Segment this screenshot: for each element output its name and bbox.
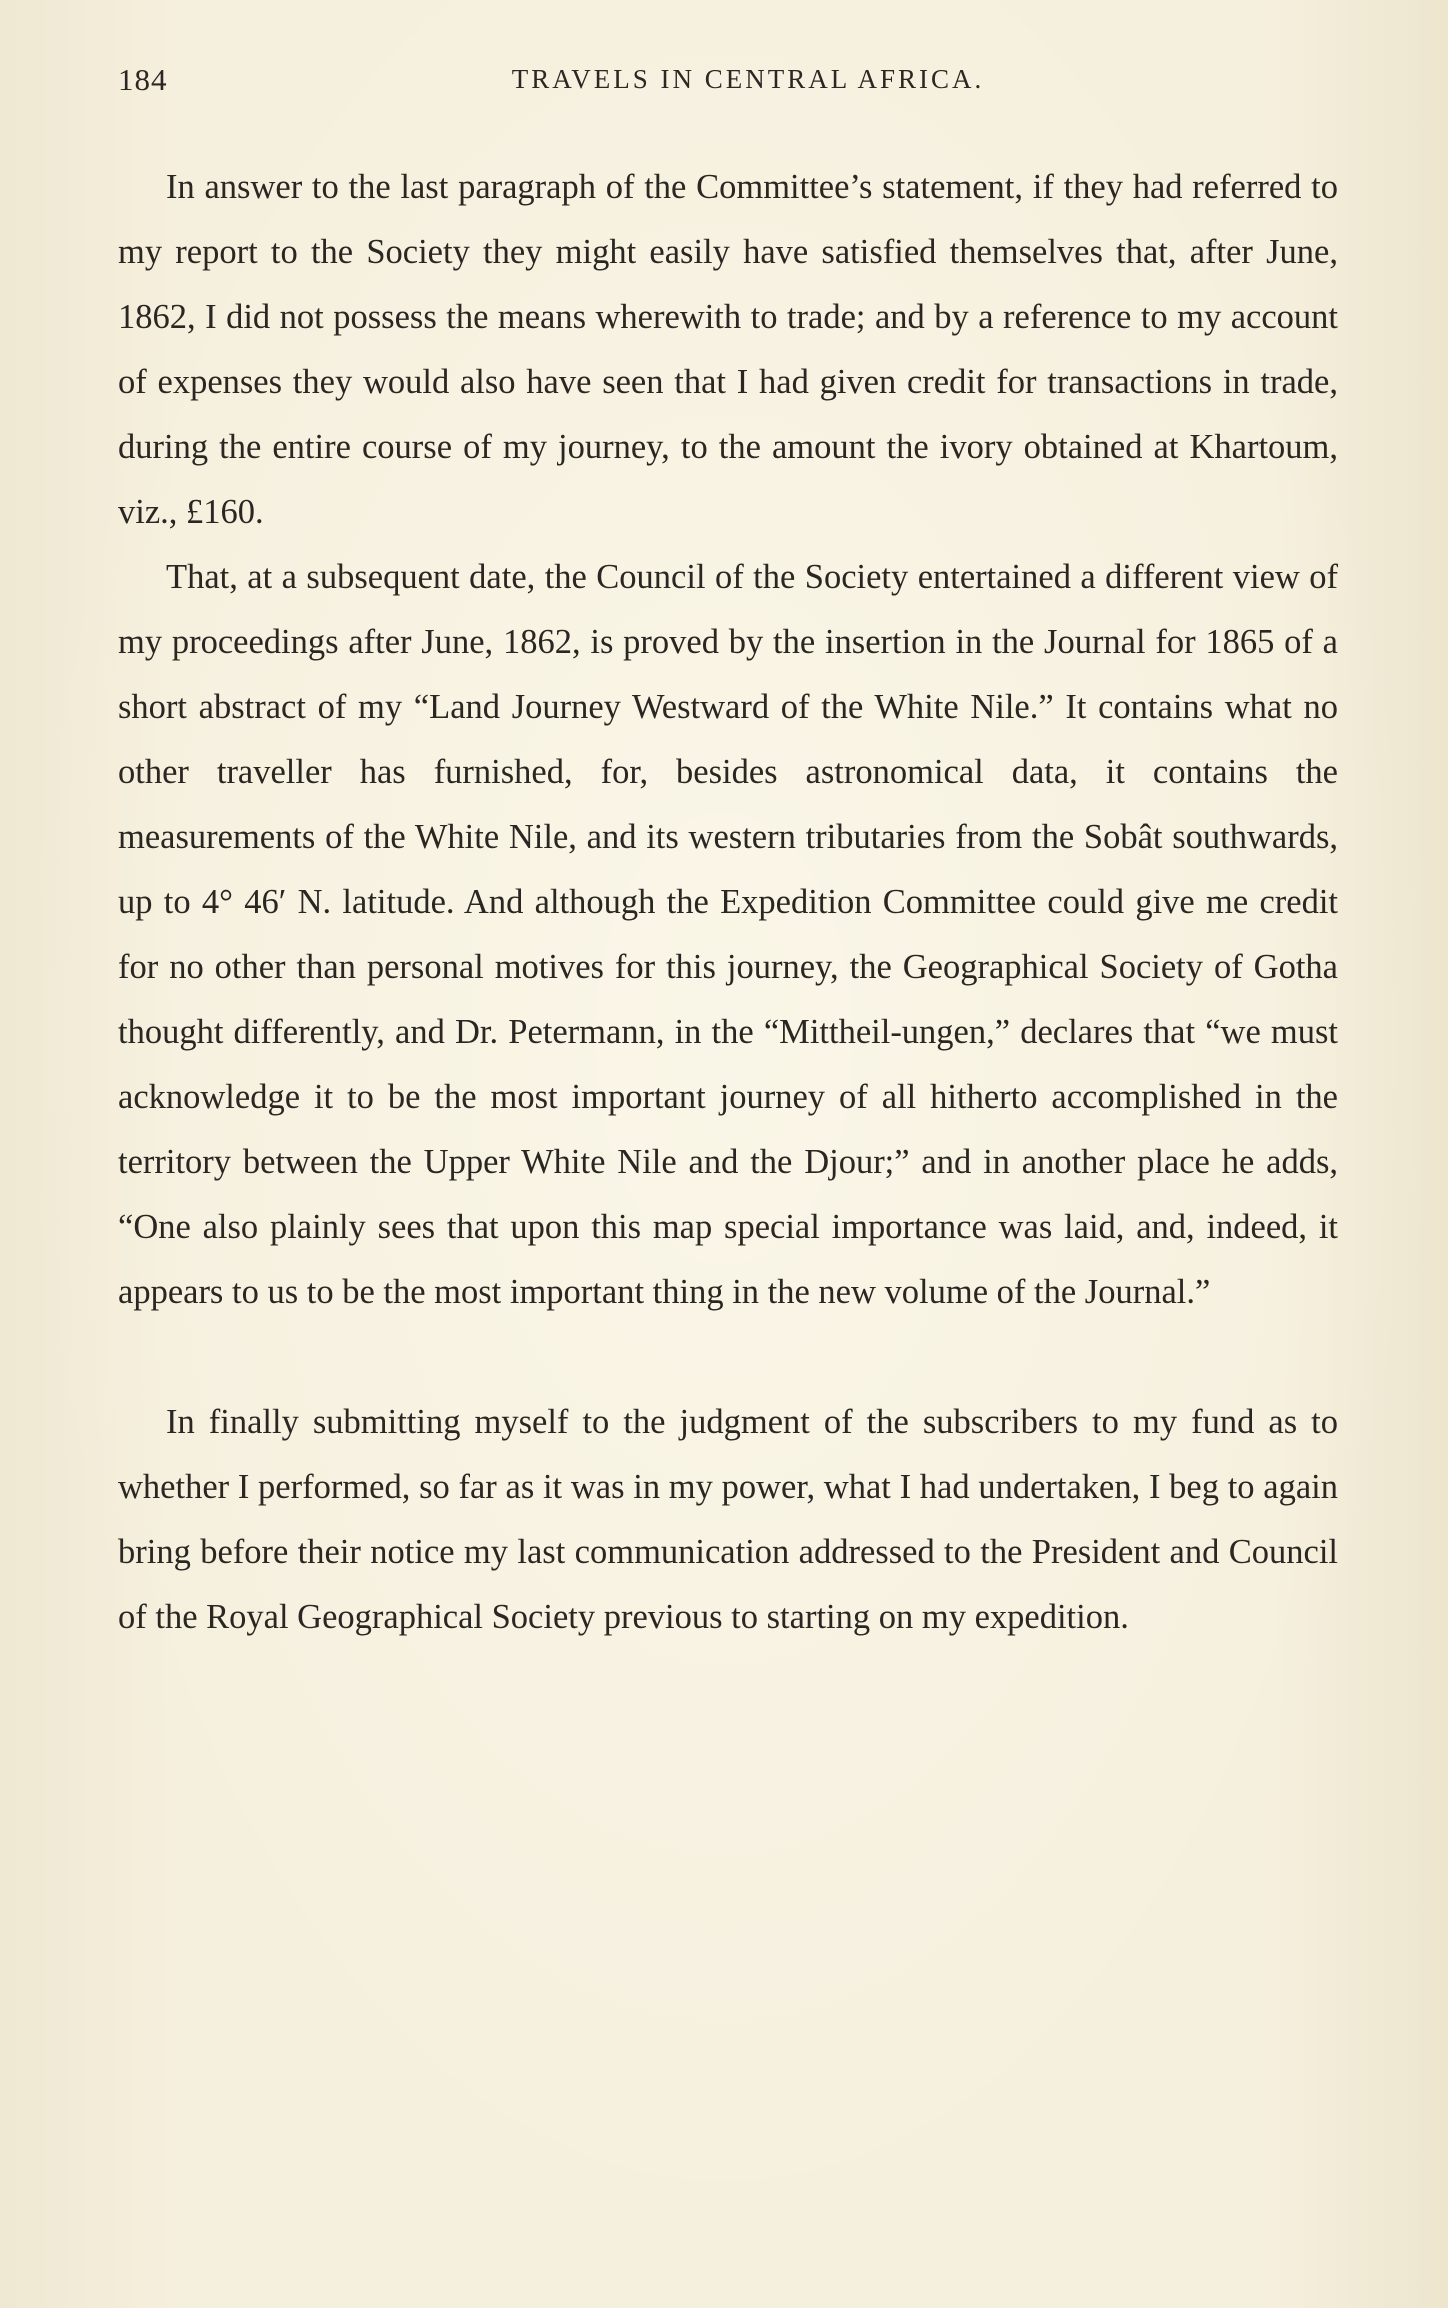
paragraph-committee-statement: In answer to the last paragraph of the Committee’s statement, if they had referred to my report to the Society they might easily have satisfied themselves that, after June, 1862, I did not possess the means wherewith to trade; and by a reference to my account of expenses they would also have seen that I had given credit for transactions in trade, during the entire course of my journey, to the amount the ivory obtained at Khartoum, viz., £160. bbox=[118, 168, 1338, 531]
body-text bbox=[118, 155, 1338, 1650]
paragraph-council-view: That, at a subsequent date, the Council of the Society entertained a different view of my proceedings after June, 1862, is proved by the insertion in the Journal for 1865 of a short abstract of my “Land Journey Westward of the White Nile.” It contains what no other traveller has furnished, for, besides astronomical data, it contains the measurements of the White Nile, and its western tributaries from the Sobât southwards, up to 4° 46′ N. latitude. And although the Expedition Committee could give me credit for no other than personal motives for this journey, the Geographical Society of Gotha thought differently, and Dr. Petermann, in the “Mittheil-ungen,” declares that “we must acknowledge it to be the most important journey of all hitherto accomplished in the territory between the Upper White Nile and the Djour;” and in another place he adds, “One also plainly sees that upon this map special importance was laid, and, indeed, it appears to us to be the most important thing in the new volume of the Journal.” bbox=[118, 558, 1338, 1311]
running-title: TRAVELS IN CENTRAL AFRICA. bbox=[511, 64, 985, 94]
running-head bbox=[118, 62, 1338, 106]
paragraph-final-submission: In finally submitting myself to the judgment of the subscribers to my fund as to whether I performed, so far as it was in my power, what I had undertaken, I beg to again bring before their notice my last communication addressed to the President and Council of the Royal Geographical Society previous to starting on my expedition. bbox=[118, 1403, 1338, 1636]
page-number: 184 bbox=[118, 62, 168, 97]
paragraph-spacer bbox=[118, 1325, 1338, 1390]
